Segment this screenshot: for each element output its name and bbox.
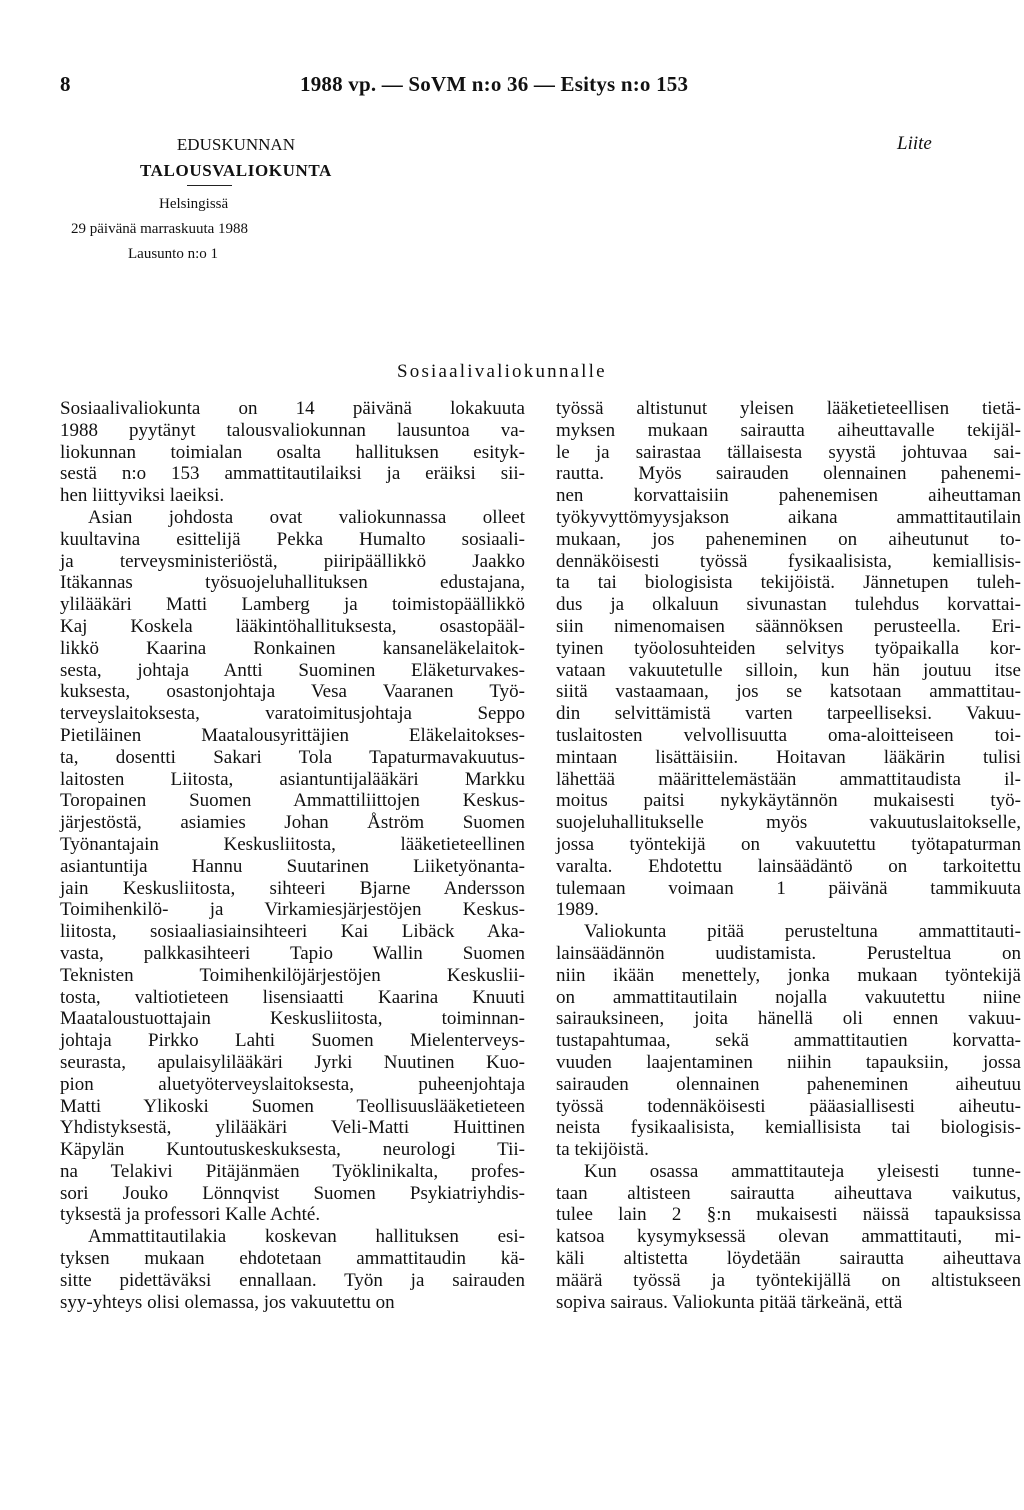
text-line: moitus paitsi nykykäytännön mukaisesti työ- [556,790,1021,812]
text-line: niin ikään menettely, jonka mukaan työntekijä [556,964,1021,986]
text-line: pion aluetyöterveyslaitoksesta, puheenjohtaja [60,1073,525,1095]
text-line: Kaj Koskela lääkintöhallituksesta, osastopääl- [60,615,525,637]
text-line: liitosta, sosiaaliasiainsihteeri Kai Libäck Aka- [60,921,525,943]
text-line: dus ja olkaluun sivunastan tulehdus korvattai- [556,594,1021,616]
text-line: lähettää määrittelemästään ammattitaudista il- [556,768,1021,790]
page-number: 8 [60,72,71,96]
text-line: Matti Ylikoski Suomen Teollisuuslääketieteen [60,1095,525,1117]
text-line: Yhdistyksestä, ylilääkäri Veli-Matti Huittinen [60,1117,525,1139]
text-line: laitosten Liitosta, asiantuntijalääkäri Markku [60,768,525,790]
appendix-label: Liite [897,133,932,154]
addressee: Sosiaalivaliokunnalle [397,361,607,382]
text-line: terveyslaitoksesta, varatoimitusjohtaja Seppo [60,703,525,725]
text-line: dennäköisesti työssä fysikaalisista, kemiallisis- [556,550,1021,572]
text-line: na Telakivi Pitäjänmäen Työklinikalta, profes- [60,1160,525,1182]
text-line: jossa työntekijä on vakuutettu työtapaturman [556,833,1021,855]
text-line: neista fysikaalisista, kemiallisista tai biologisis- [556,1117,1021,1139]
text-line: vasta, palkkasihteeri Tapio Wallin Suomen [60,942,525,964]
text-line: sopiva sairaus. Valiokunta pitää tärkeänä, että [556,1291,903,1313]
text-line: syy-yhteys olisi olemassa, jos vakuutettu on [60,1291,395,1313]
text-line: Teknisten Toimihenkilöjärjestöjen Keskuslii- [60,964,525,986]
text-line: vataan vakuutetulle silloin, kun hän joutuu itse [556,659,1021,681]
text-line: taan altisteen sairautta aiheuttava vaikutus, [556,1182,1021,1204]
text-line: ylilääkäri Matti Lamberg ja toimistopäällikkö [60,594,525,616]
date: 29 päivänä marraskuuta 1988 [71,221,249,237]
text-line: katsoa kysymyksessä olevan ammattitauti, mi- [556,1226,1021,1248]
text-line: varalta. Ehdotettu lainsäädäntö on tarkoitettu [556,855,1021,877]
place: Helsingissä [159,196,229,212]
text-line: johtaja Pirkko Lahti Suomen Mielenterveys- [60,1030,525,1052]
text-line: ja terveysministeriöstä, piiripäällikkö Jaakko [60,550,525,572]
text-line: jain Keskusliitosta, sihteeri Bjarne Andersson [60,877,525,899]
text-line: sori Jouko Lönnqvist Suomen Psykiatriyhdis- [60,1182,525,1204]
text-line: sestä n:o 153 ammattitautilaiksi ja eräiksi sii- [60,463,525,485]
divider [187,185,232,186]
text-line: siin nimenomaisen säännöksen perusteella. Eri- [556,615,1021,637]
text-line: suojeluhallitukselle myös vakuutuslaitokselle, [556,812,1021,834]
text-line: Valiokunta pitää perusteltuna ammattitauti- [584,921,1021,943]
right-column [556,398,1021,1313]
text-line: työkyvyttömyysjakson aikana ammattitautilain [556,506,1021,528]
text-line: sairauden olennainen paheneminen aiheutuu [556,1073,1021,1095]
text-line: nen korvattaisiin pahenemisen aiheuttaman [556,485,1021,507]
text-line: tuslaitosten velvollisuutta oma-aloitteiseen toi- [556,724,1021,746]
text-line: tulemaan voimaan 1 päivänä tammikuuta [556,877,1021,899]
text-line: tyksen mukaan ehdotetaan ammattitaudin kä- [60,1248,525,1270]
text-line: siitä vastaamaan, jos se katsotaan ammattitau- [556,681,1021,703]
text-line: kuksesta, osastonjohtaja Vesa Vaaranen Työ- [60,681,525,703]
statement-number: Lausunto n:o 1 [128,246,218,262]
text-line: Maataloustuottajain Keskusliitosta, toiminnan- [60,1008,525,1030]
text-line: asiantuntija Hannu Suutarinen Liiketyönanta- [60,855,525,877]
text-line: likkö Kaarina Ronkainen kansaneläkelaitok- [60,637,525,659]
text-line: tosta, valtiotieteen lisensiaatti Kaarina Knuuti [60,986,525,1008]
text-line: seurasta, apulaisylilääkäri Jyrki Nuutinen Kuo- [60,1051,525,1073]
text-line: le ja sairastaa tällaisesta syystä johtuvaa sai- [556,441,1021,463]
text-line: sitte pidettäväksi ennallaan. Työn ja sairauden [60,1269,525,1291]
text-line: mukaan, jos paheneminen on aiheutunut to- [556,528,1021,550]
text-line: on ammattitautilain nojalla vakuutettu niine [556,986,1021,1008]
text-line: din selvittämistä varten tarpeelliseksi. Vakuu- [556,703,1021,725]
text-line: Ammattitautilakia koskevan hallituksen esi- [88,1226,525,1248]
text-line: vuuden laajentaminen niihin tapauksiin, jossa [556,1051,1021,1073]
text-line: määrä työssä ja työntekijällä on altistukseen [556,1269,1021,1291]
text-line: järjestöstä, asiamies Johan Åström Suomen [60,812,525,834]
text-line: 1988 pyytänyt talousvaliokunnan lausuntoa va- [60,419,525,441]
text-line: tyinen työolosuhteiden selvitys työpaikalla kor- [556,637,1021,659]
text-line: työssä altistunut yleisen lääketieteellisen tietä- [556,398,1021,419]
left-column [60,398,525,1313]
text-line: Pietiläinen Maatalousyrittäjien Eläkelaitokses- [60,724,525,746]
text-line: ta tekijöistä. [556,1139,649,1161]
text-line: liokunnan toimialan osalta hallituksen esityk- [60,441,525,463]
text-line: Itäkannas työsuojeluhallituksen edustajana, [60,572,525,594]
text-line: mintaan lisättäisiin. Hoitavan lääkärin tulisi [556,746,1021,768]
text-line: Työnantajain Keskusliitosta, lääketieteellinen [60,833,525,855]
text-line: käli altistetta löydetään sairautta aiheuttava [556,1248,1021,1270]
text-line: rautta. Myös sairauden olennainen pahenemi- [556,463,1021,485]
text-line: työssä todennäköisesti pääasiallisesti aiheutu- [556,1095,1021,1117]
text-line: Toropainen Suomen Ammattiliittojen Keskus- [60,790,525,812]
text-line: lainsäädännön uudistamista. Perusteltua on [556,942,1021,964]
text-line: sesta, johtaja Antti Suominen Eläketurvakes- [60,659,525,681]
text-line: 1989. [556,899,599,921]
text-line: myksen mukaan sairautta aiheuttavalle tekijäl- [556,419,1021,441]
text-line: Asian johdosta ovat valiokunnassa olleet [88,506,525,528]
committee-name [140,132,332,184]
text-line: hen liittyviksi laeiksi. [60,485,225,507]
text-line: Toimihenkilö- ja Virkamiesjärjestöjen Keskus- [60,899,525,921]
text-line: ta tai biologisista tekijöistä. Jännetupen tuleh- [556,572,1021,594]
text-line: sairauksineen, joita hänellä oli ennen vakuu- [556,1008,1021,1030]
text-line: tustapahtumaa, sekä ammattitautien korvatta- [556,1030,1021,1052]
text-line: tulee lain 2 §:n mukaisesti näissä tapauksissa [556,1204,1021,1226]
committee-name-line-1: EDUSKUNNAN [176,135,295,154]
text-line: tyksestä ja professori Kalle Achté. [60,1204,321,1226]
text-line: Sosiaalivaliokunta on 14 päivänä lokakuuta [60,398,525,419]
running-header: 1988 vp. — SoVM n:o 36 — Esitys n:o 153 [300,72,689,96]
text-line: ta, dosentti Sakari Tola Tapaturmavakuutus- [60,746,525,768]
text-line: Käpylän Kuntoutuskeskuksesta, neurologi Tii- [60,1139,525,1161]
committee-name-line-2: TALOUSVALIOKUNTA [140,161,332,180]
text-line: kuultavina esittelijä Pekka Humalto sosiaali- [60,528,525,550]
text-line: Kun osassa ammattitauteja yleisesti tunne- [584,1160,1021,1182]
